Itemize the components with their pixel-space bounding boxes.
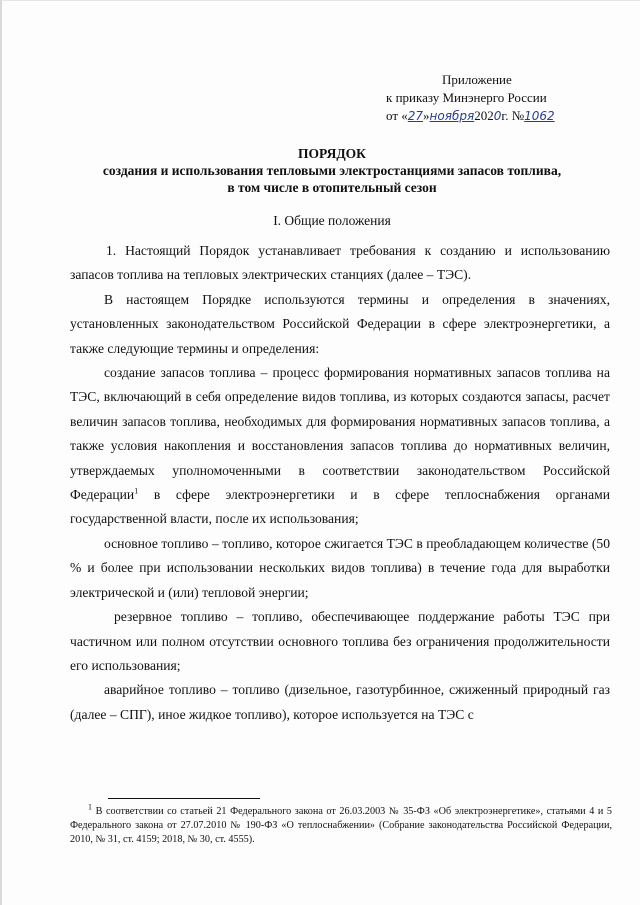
footnote-mark: 1 xyxy=(88,802,92,812)
footnote xyxy=(70,802,612,847)
paragraph-2: В настоящем Порядке используются термины и определения в значениях, установленных законодательством Российской Федерации в сфере электроэнергетики, а также следующие термины и определения: xyxy=(70,291,610,356)
appendix-header xyxy=(386,71,555,125)
year-prefix: 202 xyxy=(474,108,494,123)
title-heading: ПОРЯДОК xyxy=(298,146,366,161)
paragraph-6: аварийное топливо – топливо (дизельное, газотурбинное, сжиженный природный газ (далее – СПГ), иное жидкое топливо), которое используется на ТЭС с xyxy=(70,682,610,722)
handwritten-year-digit: 0 xyxy=(493,109,502,123)
document-body xyxy=(70,239,610,727)
appendix-label: Приложение xyxy=(442,72,512,87)
number-label: г. № xyxy=(501,108,525,123)
handwritten-day: 27 xyxy=(407,109,424,123)
document-title xyxy=(62,145,602,196)
paragraph-3-text: создание запасов топлива – процесс формирования нормативных запасов топлива на ТЭС, включающий в себя определение видов топлива, из которых создаются запасы, расчет величин запасов топлива, необходимых для формирования нормативных запасов топлива, а также условия накопления и восстановления запасов топлива до нормативных величин, утверждаемых уполномоченными в соответствии законодательством Российской Федерации xyxy=(70,365,610,503)
section-heading: I. Общие положения xyxy=(273,213,391,228)
footnote-reference: 1 xyxy=(134,486,139,496)
date-prefix: от « xyxy=(386,108,408,123)
paragraph-3 xyxy=(70,361,610,532)
order-reference: к приказу Минэнерго России xyxy=(386,90,547,105)
footnote-separator xyxy=(108,798,260,799)
paragraph-3-continuation: в сфере электроэнергетики и в сфере теплоснабжения органами государственной власти, после их использования; xyxy=(70,487,610,527)
paragraph-5: резервное топливо – топливо, обеспечивающее поддержание работы ТЭС при частичном или полном отсутствии основного топлива без ограничения продолжительности его использования; xyxy=(70,609,610,673)
paragraph-4: основное топливо – топливо, которое сжигается ТЭС в преобладающем количестве (50 % и более при использовании нескольких видов топлива) в течение года для выработки электрической и (или) тепловой энергии; xyxy=(70,535,610,600)
paragraph-1: 1. Настоящий Порядок устанавливает требования к созданию и использованию запасов топлива на тепловых электрических станциях (далее – ТЭС). xyxy=(70,243,610,283)
handwritten-order-number: 1062 xyxy=(524,109,555,123)
handwritten-month: ноября xyxy=(429,109,475,123)
title-line-3: в том числе в отопительный сезон xyxy=(227,180,437,195)
date-quote: » xyxy=(423,108,430,123)
footnote-text: В соответствии со статьей 21 Федерального закона от 26.03.2003 № 35-ФЗ «Об электроэнергетике», статьями 4 и 5 Федерального закона от 27.07.2010 № 190-ФЗ «О теплоснабжении» (Собрание законодательства Российской Федерации, 2010, № 31, ст. 4159; 2018, № 30, ст. 4555). xyxy=(70,806,612,845)
order-date-line xyxy=(386,107,555,125)
title-line-2: создания и использования тепловыми электростанциями запасов топлива, xyxy=(102,163,562,178)
